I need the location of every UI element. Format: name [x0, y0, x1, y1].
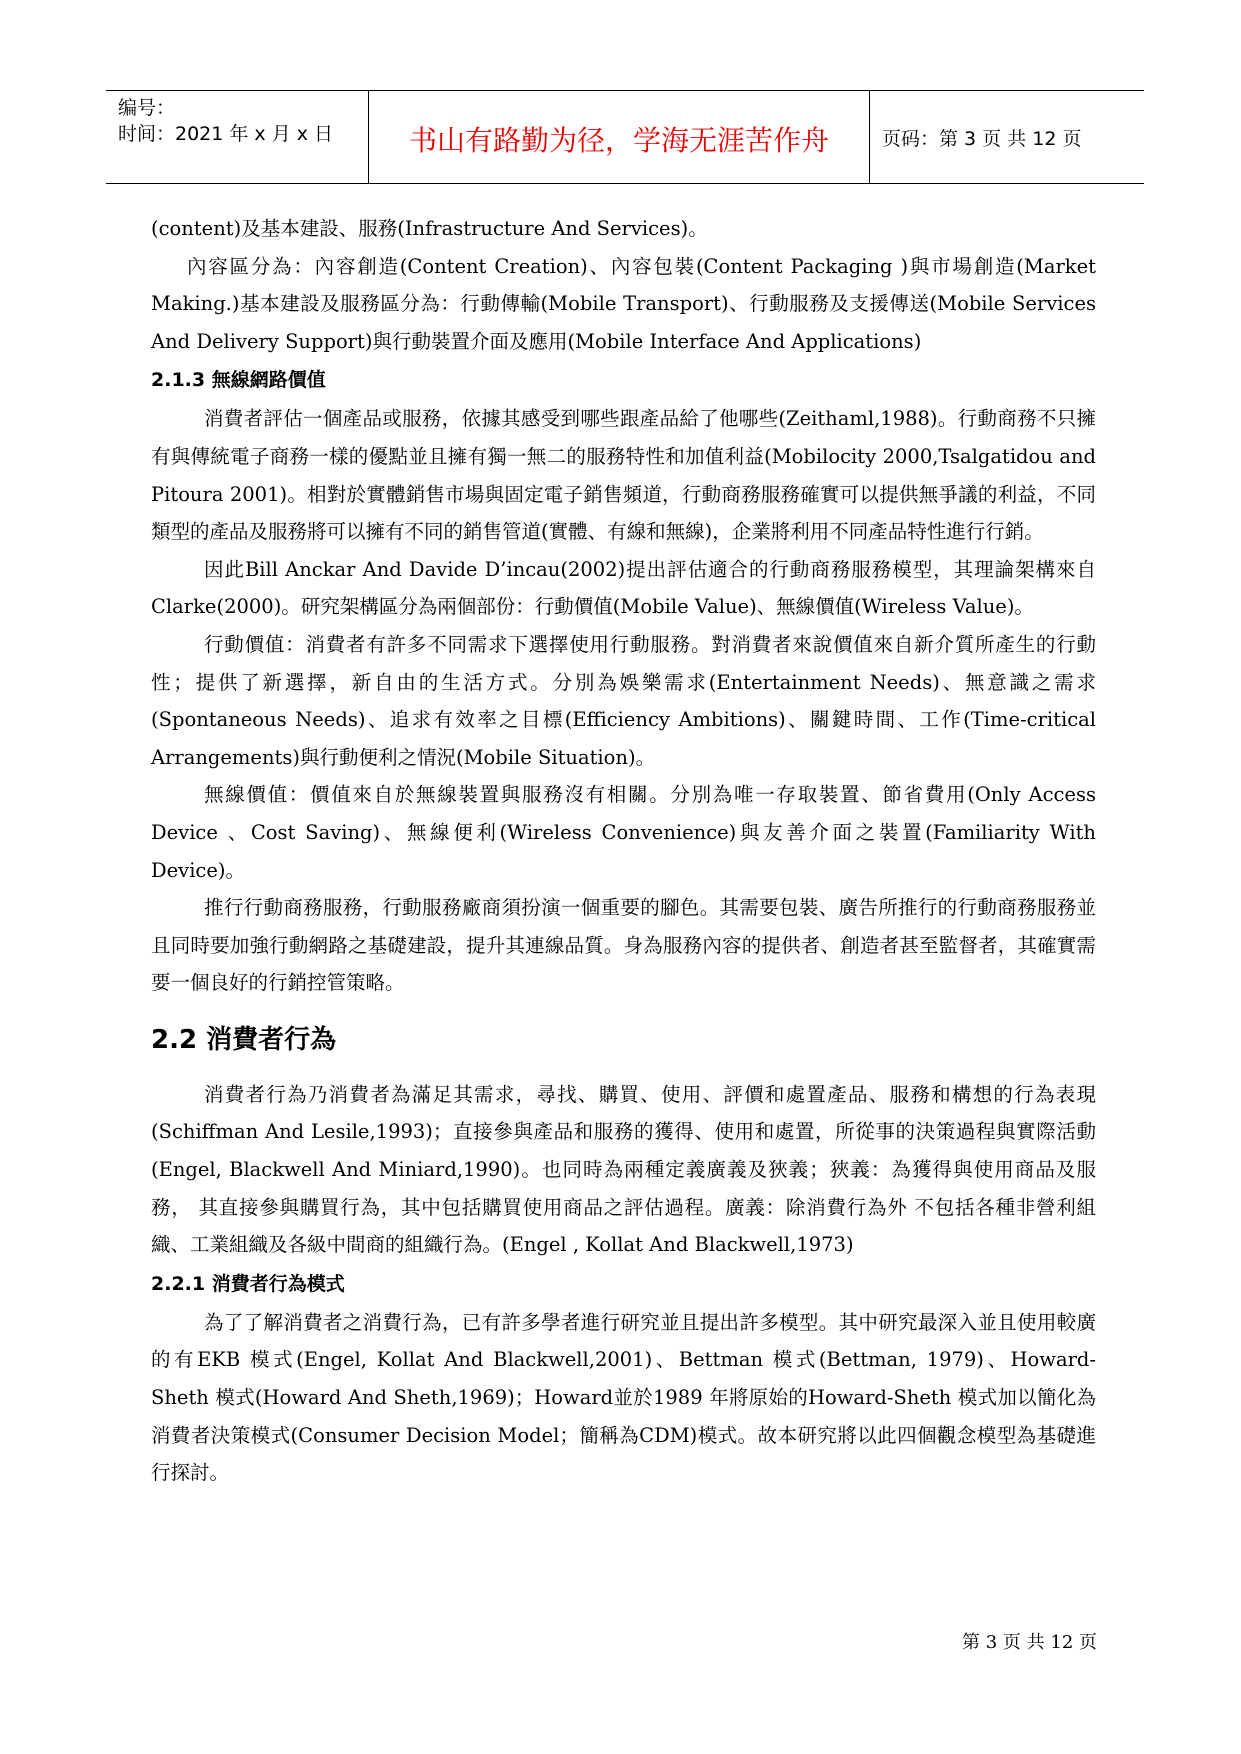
header-motto-cell [369, 91, 870, 183]
header-motto: 书山有路勤为径，学海无涯苦作舟 [408, 124, 829, 157]
page-header [106, 90, 1144, 184]
paragraph: 消費者評估一個產品或服務，依據其感受到哪些跟產品給了他哪些(Zeithaml,1988)。行動商務不只擁有與傳統電子商務一樣的優點並且擁有獨一無二的服務特性和加值利益(Mobilocity 2000,Tsalgatidou and Pitoura 2001)。相對於實體銷售市場與固定電子銷售頻道，行動商務服務確實可以提供無爭議的利益，不同類型的產品及服務將可以擁有不同的銷售管道(實體、有線和無線)，企業將利用不同產品特性進行行銷。 [151, 407, 1096, 544]
section-heading-2-1-3: 2.1.3 無線網路價值 [151, 369, 326, 392]
header-meta-cell [106, 91, 369, 183]
paragraph: 內容區分為：內容創造(Content Creation)、內容包裝(Content Packaging )與市場創造(Market Making.)基本建設及服務區分為：行動傳輸(Mobile Transport)、行動服務及支援傳送(Mobile Services And Delivery Support)與行動裝置介面及應用(Mobile Interface And Applications) [151, 254, 1096, 353]
paragraph: 行動價值：消費者有許多不同需求下選擇使用行動服務。對消費者來說價值來自新介質所產生的行動性；提供了新選擇，新自由的生活方式。分別為娛樂需求(Entertainment Needs)、無意識之需求(Spontaneous Needs)、追求有效率之目標(Efficiency Ambitions)、關鍵時間、工作(Time-critical Arrangements)與行動便利之情況(Mobile Situation)。 [151, 632, 1096, 769]
document-number-label: 编号： [118, 97, 176, 119]
paragraph: 為了了解消費者之消費行為，已有許多學者進行研究並且提出許多模型。其中研究最深入並且使用較廣的有EKB 模式(Engel, Kollat And Blackwell,2001)、Bettman 模式(Bettman, 1979)、Howard-Sheth 模式(Howard And Sheth,1969)；Howard並於1989 年將原始的Howard-Sheth 模式加以簡化為消費者決策模式(Consumer Decision Model；簡稱為CDM)模式。故本研究將以此四個觀念模型為基礎進行探討。 [151, 1310, 1096, 1485]
document-body [151, 210, 1096, 1492]
paragraph: 推行行動商務服務，行動服務廠商須扮演一個重要的腳色。其需要包裝、廣告所推行的行動商務服務並且同時要加強行動網路之基礎建設，提升其連線品質。身為服務內容的提供者、創造者甚至監督者，其確實需要一個良好的行銷控管策略。 [151, 896, 1096, 995]
paragraph: 無線價值：價值來自於無線裝置與服務沒有相關。分別為唯一存取裝置、節省費用(Only Access Device 、Cost Saving)、無線便利(Wireless Convenience)與友善介面之裝置(Familiarity With Device)。 [151, 783, 1096, 882]
header-page-number: 页码：第 3 页 共 12 页 [882, 128, 1082, 150]
section-heading-2-2: 2.2 消費者行為 [151, 1024, 337, 1055]
paragraph: 消費者行為乃消費者為滿足其需求，尋找、購買、使用、評價和處置產品、服務和構想的行為表現(Schiffman And Lesile,1993)；直接參與產品和服務的獲得、使用和處置，所從事的決策過程與實際活動(Engel, Blackwell And Miniard,1990)。也同時為兩種定義廣義及狹義；狹義：為獲得與使用商品及服務， 其直接參與購買行為，其中包括購買使用商品之評估過程。廣義：除消費行為外 不包括各種非營利組織、工業組織及各級中間商的組織行為。(Engel , Kollat And Blackwell,1973) [151, 1082, 1096, 1257]
paragraph: 因此Bill Anckar And Davide D’incau(2002)提出評估適合的行動商務服務模型，其理論架構來自Clarke(2000)。研究架構區分為兩個部份：行動價值(Mobile Value)、無線價值(Wireless Value)。 [151, 557, 1096, 619]
header-page-cell [870, 91, 1144, 183]
paragraph: (content)及基本建設、服務(Infrastructure And Services)。 [151, 217, 708, 240]
document-time-label: 时间：2021 年 x 月 x 日 [118, 123, 334, 145]
page-footer: 第 3 页 共 12 页 [962, 1632, 1097, 1653]
section-heading-2-2-1: 2.2.1 消費者行為模式 [151, 1272, 345, 1295]
